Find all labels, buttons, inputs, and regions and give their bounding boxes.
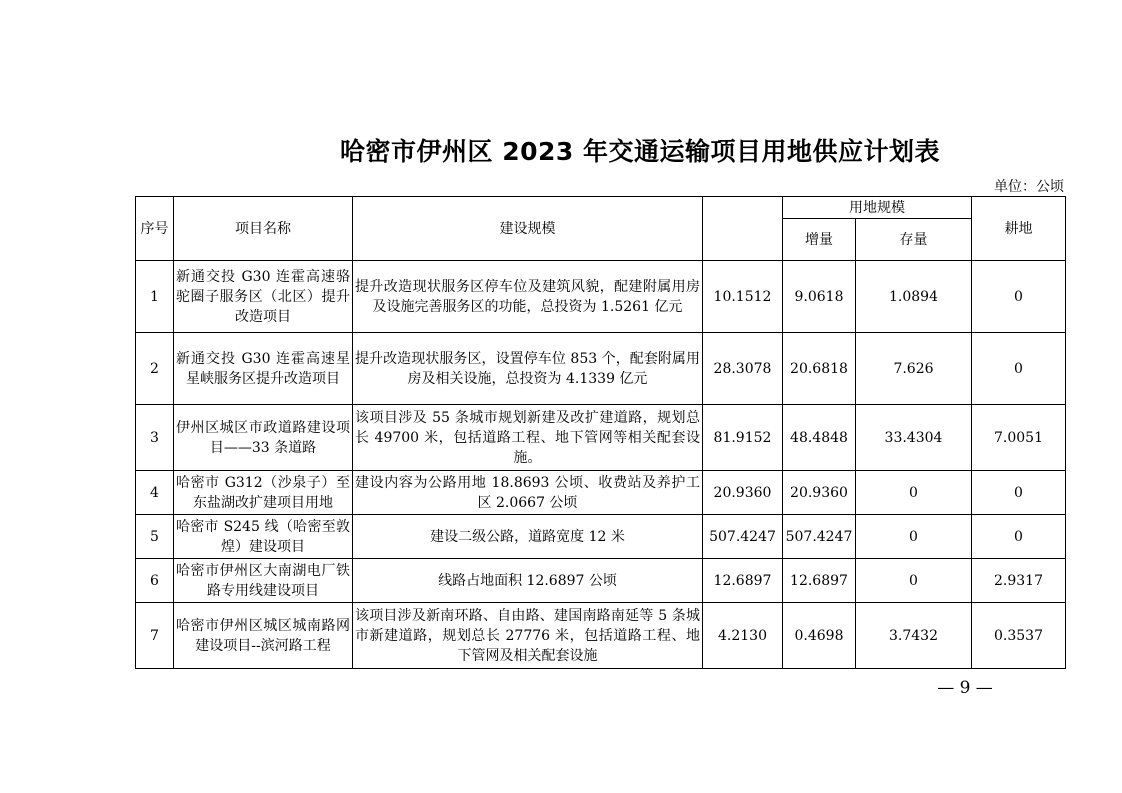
land-supply-table [135,196,1066,669]
row-stock: 3.7432 [856,603,972,669]
row-increment: 9.0618 [783,261,856,333]
page-number: — 9 — [937,678,993,698]
row-increment: 20.6818 [783,333,856,405]
table-row [136,333,1066,405]
row-total: 20.9360 [703,471,783,515]
row-scale: 提升改造现状服务区，设置停车位 853 个，配套附属用房及相关设施，总投资为 4.1339 亿元 [353,333,703,405]
row-increment: 0.4698 [783,603,856,669]
header-no: 序号 [136,197,174,261]
header-row-1 [136,197,1066,219]
row-stock: 0 [856,559,972,603]
row-total: 10.1512 [703,261,783,333]
table-row [136,559,1066,603]
row-total: 4.2130 [703,603,783,669]
header-increment: 增量 [783,219,856,261]
row-stock: 0 [856,471,972,515]
row-project-name: 伊州区城区市政道路建设项目——33 条道路 [174,405,353,471]
row-scale: 线路占地面积 12.6897 公顷 [353,559,703,603]
header-name: 项目名称 [174,197,353,261]
table-row [136,471,1066,515]
row-stock: 0 [856,515,972,559]
row-no: 4 [136,471,174,515]
table-row [136,405,1066,471]
row-project-name: 哈密市伊州区城区城南路网建设项目--滨河路工程 [174,603,353,669]
row-no: 5 [136,515,174,559]
row-stock: 33.4304 [856,405,972,471]
row-no: 1 [136,261,174,333]
table-row [136,515,1066,559]
row-project-name: 新通交投 G30 连霍高速星星峡服务区提升改造项目 [174,333,353,405]
row-project-name: 哈密市 G312（沙泉子）至东盐湖改扩建项目用地 [174,471,353,515]
header-stock: 存量 [856,219,972,261]
row-farmland: 0.3537 [972,603,1066,669]
row-total: 28.3078 [703,333,783,405]
row-scale: 建设二级公路，道路宽度 12 米 [353,515,703,559]
row-no: 2 [136,333,174,405]
row-stock: 1.0894 [856,261,972,333]
row-project-name: 哈密市 S245 线（哈密至敦煌）建设项目 [174,515,353,559]
row-increment: 48.4848 [783,405,856,471]
row-scale: 该项目涉及新南环路、自由路、建国南路南延等 5 条城市新建道路，规划总长 27776 米，包括道路工程、地下管网及相关配套设施 [353,603,703,669]
document-title: 哈密市伊州区 2023 年交通运输项目用地供应计划表 [340,137,940,166]
row-total: 81.9152 [703,405,783,471]
header-land-scale: 用地规模 [783,197,972,219]
row-farmland: 0 [972,261,1066,333]
row-no: 3 [136,405,174,471]
table-row [136,603,1066,669]
row-increment: 507.4247 [783,515,856,559]
row-increment: 12.6897 [783,559,856,603]
row-project-name: 新通交投 G30 连霍高速骆驼圈子服务区（北区）提升改造项目 [174,261,353,333]
row-farmland: 0 [972,333,1066,405]
row-scale: 提升改造现状服务区停车位及建筑风貌，配建附属用房及设施完善服务区的功能，总投资为 1.5261 亿元 [353,261,703,333]
header-total [703,197,783,261]
row-total: 12.6897 [703,559,783,603]
header-farmland: 耕地 [972,197,1066,261]
row-total: 507.4247 [703,515,783,559]
row-no: 7 [136,603,174,669]
row-scale: 建设内容为公路用地 18.8693 公顷、收费站及养护工区 2.0667 公顷 [353,471,703,515]
unit-label: 单位：公顷 [994,179,1064,195]
row-no: 6 [136,559,174,603]
row-stock: 7.626 [856,333,972,405]
table-row [136,261,1066,333]
row-project-name: 哈密市伊州区大南湖电厂铁路专用线建设项目 [174,559,353,603]
row-farmland: 0 [972,515,1066,559]
header-scale: 建设规模 [353,197,703,261]
row-farmland: 2.9317 [972,559,1066,603]
row-increment: 20.9360 [783,471,856,515]
row-farmland: 7.0051 [972,405,1066,471]
row-farmland: 0 [972,471,1066,515]
row-scale: 该项目涉及 55 条城市规划新建及改扩建道路，规划总长 49700 米，包括道路工程、地下管网等相关配套设施。 [353,405,703,471]
